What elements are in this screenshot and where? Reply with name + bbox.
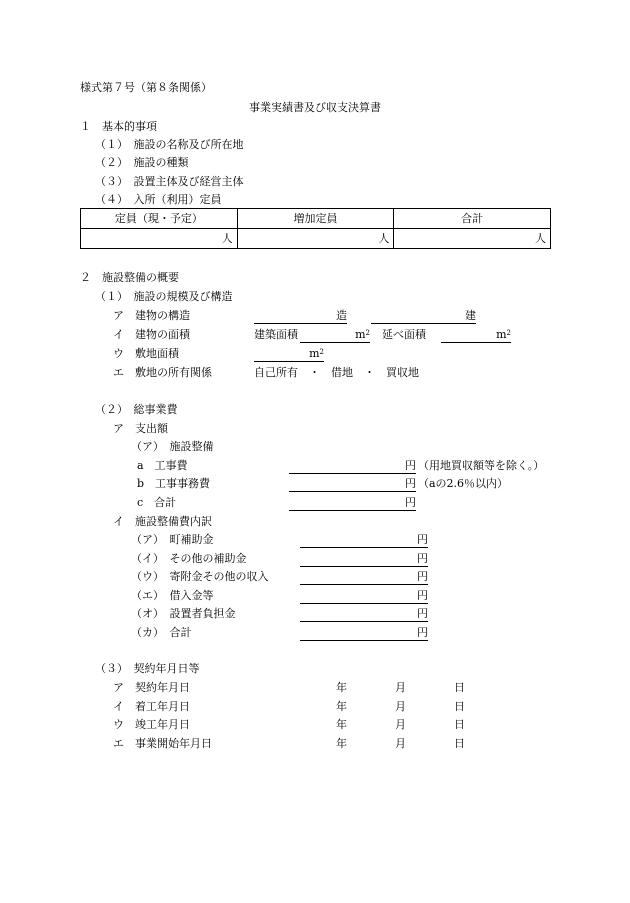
site-area-unit: $m^2$ <box>309 347 324 360</box>
date-year-unit: 年 <box>336 737 347 750</box>
capacity-table <box>80 208 551 249</box>
total-cost-label: （２） 総事業費 <box>95 403 178 416</box>
completion-date-label: ウ 竣工年月日 <box>113 718 190 731</box>
date-year-unit: 年 <box>336 681 347 694</box>
dates-label: （３） 契約年月日等 <box>95 662 200 675</box>
yen-unit: 円 <box>417 533 428 546</box>
breakdown-total-field[interactable] <box>300 626 428 641</box>
construction-cost-label: a 工事費 <box>137 459 188 472</box>
admin-cost-field[interactable] <box>289 477 416 492</box>
breakdown-item-other-subsidy: （イ） その他の補助金 <box>131 552 247 565</box>
structure-field[interactable] <box>254 309 347 324</box>
site-area-field[interactable] <box>254 347 324 362</box>
total-floor-area-sublabel: 延べ面積 <box>382 328 426 341</box>
capacity-cell-current[interactable]: 人 <box>81 229 238 249</box>
capacity-cell-total[interactable]: 人 <box>394 229 551 249</box>
scale-structure-label: （１） 施設の規模及び構造 <box>95 290 233 303</box>
donations-field[interactable] <box>300 570 428 585</box>
floors-suffix: 建 <box>465 309 476 322</box>
date-day-unit: 日 <box>454 681 465 694</box>
breakdown-item-total: （カ） 合計 <box>131 626 192 639</box>
site-ownership-options[interactable]: 自己所有 ・ 借地 ・ 買収地 <box>254 366 419 379</box>
breakdown-label: イ 施設整備費内訳 <box>113 515 212 528</box>
site-ownership-label: エ 敷地の所有関係 <box>113 366 212 379</box>
date-year-unit: 年 <box>336 700 347 713</box>
capacity-header-total: 合計 <box>394 209 551 229</box>
date-month-unit: 月 <box>395 700 406 713</box>
floors-field[interactable] <box>371 309 476 324</box>
yen-unit: 円 <box>405 496 416 509</box>
item-facility-name: （１） 施設の名称及び所在地 <box>95 138 244 151</box>
yen-unit: 円 <box>417 607 428 620</box>
date-day-unit: 日 <box>454 718 465 731</box>
breakdown-item-town-subsidy: （ア） 町補助金 <box>131 533 214 546</box>
date-month-unit: 月 <box>395 718 406 731</box>
section1-heading: １ 基本的事項 <box>80 120 157 133</box>
yen-unit: 円 <box>405 477 416 490</box>
date-month-unit: 月 <box>395 737 406 750</box>
breakdown-item-loans: （エ） 借入金等 <box>131 589 214 602</box>
expenditure-total-field[interactable] <box>289 496 416 511</box>
capacity-cell-increase[interactable]: 人 <box>237 229 394 249</box>
contract-date-label: ア 契約年月日 <box>113 681 190 694</box>
operation-start-date-label: エ 事業開始年月日 <box>113 737 212 750</box>
date-day-unit: 日 <box>454 700 465 713</box>
document-title: 事業実績書及び収支決算書 <box>249 101 381 114</box>
start-date-label: イ 着工年月日 <box>113 700 190 713</box>
capacity-header-current: 定員（現・予定） <box>81 209 238 229</box>
expenditure-label: ア 支出額 <box>113 422 168 435</box>
construction-cost-note: （用地買収額等を除く。） <box>418 459 545 472</box>
town-subsidy-field[interactable] <box>300 533 428 548</box>
loans-field[interactable] <box>300 589 428 604</box>
date-day-unit: 日 <box>454 737 465 750</box>
facility-maintenance-label: （ア） 施設整備 <box>131 440 214 453</box>
building-structure-label: ア 建物の構造 <box>113 309 190 322</box>
site-area-label: ウ 敷地面積 <box>113 347 179 360</box>
date-year-unit: 年 <box>336 718 347 731</box>
section2-heading: ２ 施設整備の概要 <box>80 271 179 284</box>
other-subsidy-field[interactable] <box>300 552 428 567</box>
yen-unit: 円 <box>417 626 428 639</box>
form-number: 様式第７号（第８条関係） <box>80 81 212 94</box>
building-area-unit: $m^2$ <box>355 328 370 341</box>
expenditure-total-label: c 合計 <box>137 496 177 509</box>
yen-unit: 円 <box>405 459 416 472</box>
total-floor-area-field[interactable] <box>441 328 511 343</box>
structure-suffix: 造 <box>336 309 347 322</box>
yen-unit: 円 <box>417 589 428 602</box>
building-area-label: イ 建物の面積 <box>113 328 190 341</box>
total-floor-area-unit: $m^2$ <box>496 328 511 341</box>
admin-cost-note: （aの2.6％以内） <box>418 477 509 490</box>
construction-cost-field[interactable] <box>289 459 416 474</box>
item-facility-type: （２） 施設の種類 <box>95 156 189 169</box>
admin-cost-label: b 工事事務費 <box>137 477 211 490</box>
breakdown-item-founder-share: （オ） 設置者負担金 <box>131 607 236 620</box>
building-area-sublabel: 建築面積 <box>254 328 298 341</box>
yen-unit: 円 <box>417 570 428 583</box>
founder-share-field[interactable] <box>300 607 428 622</box>
date-month-unit: 月 <box>395 681 406 694</box>
yen-unit: 円 <box>417 552 428 565</box>
building-area-field[interactable] <box>300 328 370 343</box>
breakdown-item-donations: （ウ） 寄附金その他の収入 <box>131 570 269 583</box>
item-operator: （３） 設置主体及び経営主体 <box>95 175 244 188</box>
item-capacity: （４） 入所（利用）定員 <box>95 193 222 206</box>
capacity-header-increase: 増加定員 <box>237 209 394 229</box>
